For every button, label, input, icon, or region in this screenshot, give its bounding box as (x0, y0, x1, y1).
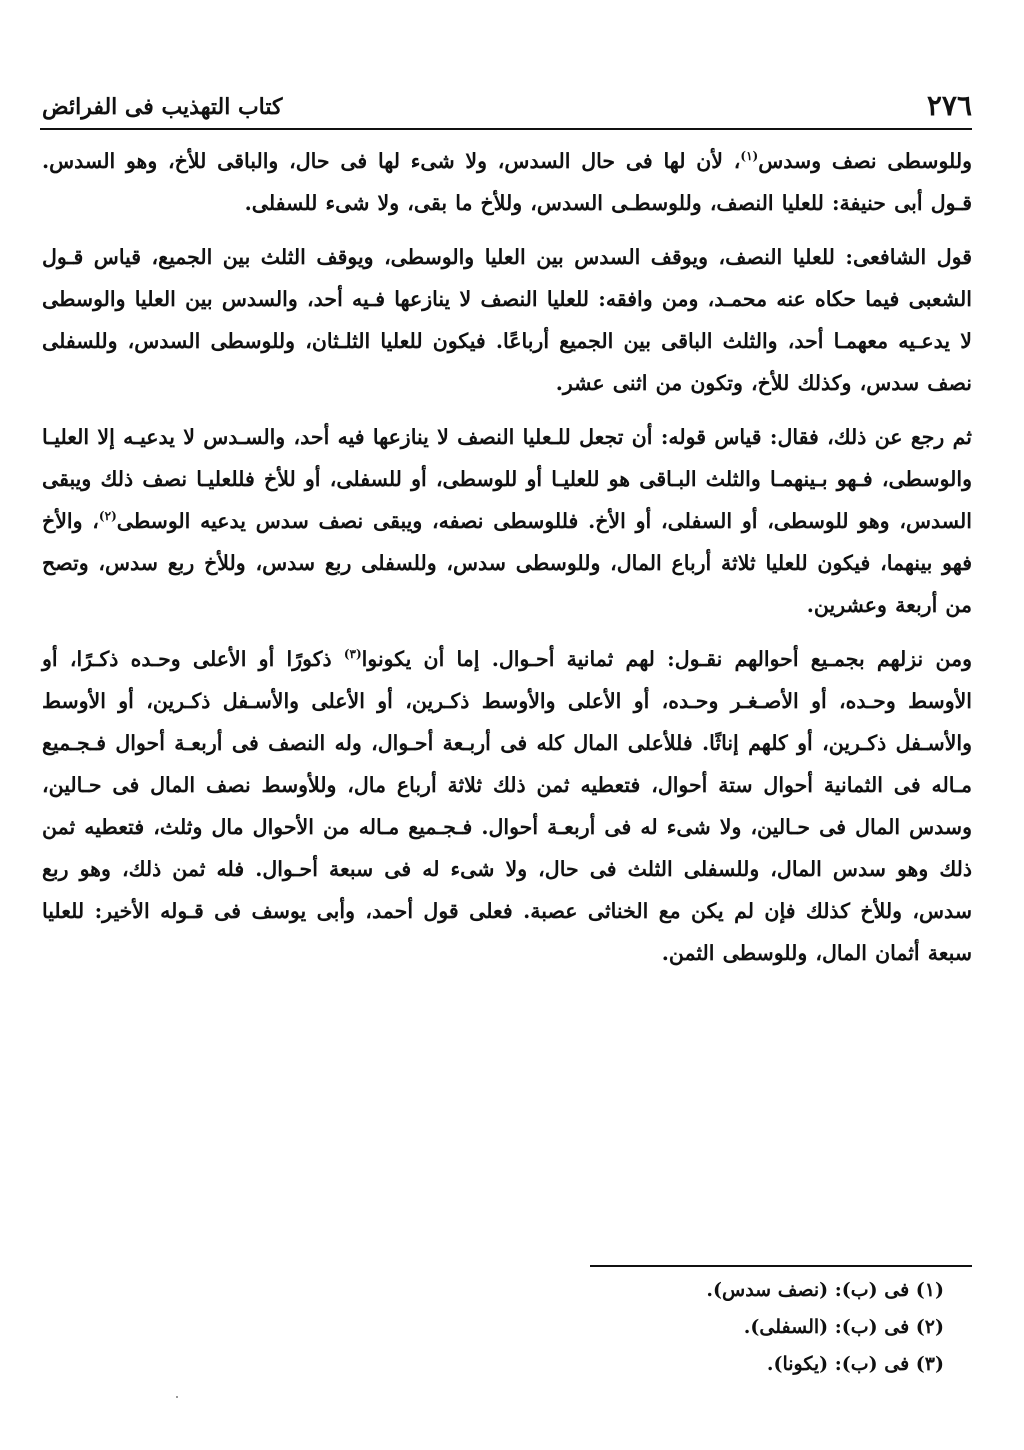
footnote-ref-3: (٣) (343, 647, 362, 662)
paragraph-4: ومن نزلهم بجمـيع أحوالهم نقـول: لهم ثمانية أحـوال. إما أن يكونوا$^{(٣)}$ ذكورًا أو الأعلى وحـده ذكـرًا، أو الأوسط وحـده، أو الأصـغـر وحـده، أو الأعلى والأوسط ذكـرين، أو الأعلى والأسـفل ذكـرين، أو الأوسط والأسـفل ذكـرين، أو كلهم إناثًا. فللأعلى المال كله فى أربـعة أحـوال، وله النصف فى أربعـة أحوال فـجـميع مـاله فى الثمانية أحوال ستة أحوال، فتعطيه ثمن ذلك ثلاثة أرباع مال، وللأوسط نصف المال فى حـالين، وسدس المال فى حـالين، ولا شىء له فى أربعـة أحوال. فـجـميع مـاله من الأحوال مال وثلث، فتعطيه ثمن ذلك وهو سدس المال، وللسفلى الثلث فى حال، ولا شىء له فى سبعة أحـوال. فله ثمن ذلك، وهو ربع سدس، وللأخ كذلك فإن لم يكن مع الخناثى عصبة. فعلى قول أحمد، وأبى يوسف فى قـوله الأخير: للعليا سبعة أثمان المال، وللوسطى الثمن. (42, 647, 972, 965)
paragraph-1: وللوسطى نصف وسدس$^{(١)}$، لأن لها فى حال السدس، ولا شىء لها فى حال، والباقى للأخ، وهو السدس. قـول أبى حنيفة: للعليا النصف، وللوسطـى السدس، وللأخ ما بقى، ولا شىء للسفلى. (42, 149, 972, 215)
footnote-ref-2: (٢) (98, 509, 117, 524)
footnote-3: (٣) فى (ب): (يكونا). (766, 1353, 944, 1375)
footnote-2: (٢) فى (ب): (السفلى). (743, 1316, 944, 1338)
footnote-rule (590, 1265, 972, 1267)
page-header (42, 88, 972, 128)
footnote-ref-1: (١) (740, 149, 759, 164)
scan-speck (176, 1396, 178, 1398)
footnotes (524, 1272, 944, 1383)
running-title: كتاب التهذيب فى الفرائض (42, 94, 283, 120)
paragraph-3: ثم رجع عن ذلك، فقال: قياس قوله: أن تجعل للـعليا النصف لا ينازعها فيه أحد، والسـدس لا يدعيـه إلا العليـا والوسطى، فـهو بـينهمـا والثلث البـاقى هو للعليـا أو للوسطى، أو للسفلى، أو للأخ فللعليـا نصف ذلك ويبقى السدس، وهو للوسطى، أو السفلى، أو الأخ. فللوسطى نصفه، ويبقى نصف سدس يدعيه الوسطى$^{(٢)}$، والأخ فهو بينهما، فيكون للعليا ثلاثة أرباع المال، وللوسطى سدس، وللسفلى ربع سدس، وللأخ ربع سدس، وتصح من أربعة وعشرين. (42, 425, 972, 617)
paragraph-2: قول الشافعى: للعليا النصف، ويوقف السدس بين العليا والوسطى، ويوقف الثلث بين الجميع، قياس قـول الشعبى فيما حكاه عنه محمـد، ومن وافقه: للعليا النصف لا ينازعها فـيه أحد، والسدس بين العليا والوسطى لا يدعـيه معهمـا أحد، والثلث الباقى بين الجميع أرباعًا. فيكون للعليا الثلـثان، وللوسطى السدس، وللسفلى نصف سدس، وكذلك للأخ، وتكون من اثنى عشر. (42, 245, 972, 395)
footnote-1: (١) فى (ب): (نصف سدس). (706, 1279, 944, 1301)
main-text (42, 140, 972, 986)
page-number: ٢٧٦ (926, 89, 972, 122)
header-rule (40, 128, 972, 130)
